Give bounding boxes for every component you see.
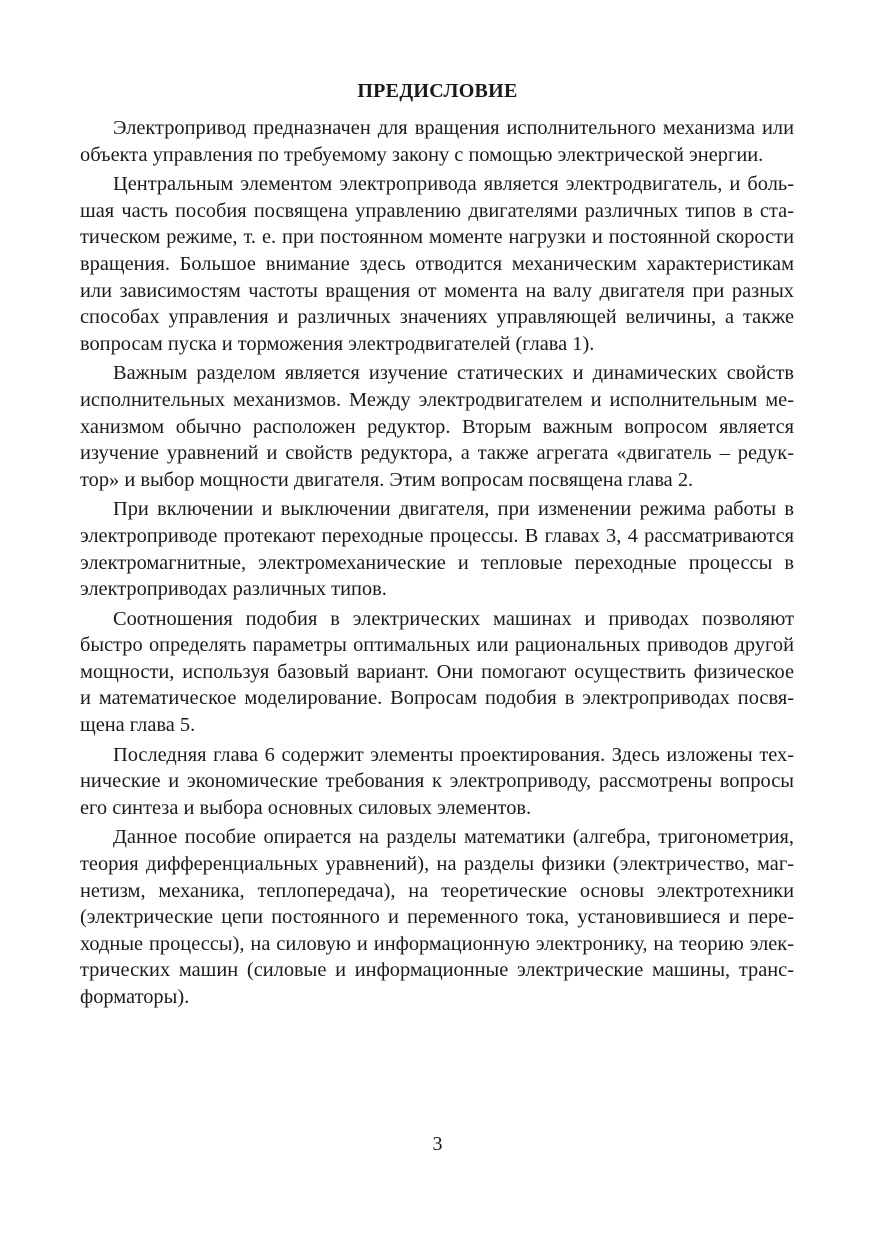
text-line: его синтеза и выбора основных силовых элементов. <box>80 796 532 819</box>
preface-body <box>80 115 794 1014</box>
text-line: (электрические цепи постоянного и переменного тока, установившиеся и пере- <box>80 906 794 929</box>
paragraph <box>80 496 794 602</box>
text-line: шая часть пособия посвящена управлению двигателями различных типов в ста- <box>80 199 794 222</box>
paragraph <box>80 360 794 493</box>
page-number: 3 <box>432 1133 443 1155</box>
text-line: мощности, используя базовый вариант. Они помогают осуществить физическое <box>80 660 794 683</box>
paragraph <box>80 115 794 168</box>
text-line: тор» и выбор мощности двигателя. Этим вопросам посвящена глава 2. <box>80 468 694 491</box>
paragraph <box>80 171 794 357</box>
text-line: электроприводе протекают переходные процессы. В главах 3, 4 рассматриваются <box>80 524 794 547</box>
text-line: Последняя глава 6 содержит элементы проектирования. Здесь изложены тех- <box>113 743 794 766</box>
text-line: способах управления и различных значениях управляющей величины, а также <box>80 306 794 329</box>
text-line: Электропривод предназначен для вращения исполнительного механизма или <box>113 117 794 139</box>
text-line: трических машин (силовые и информационные электрические машины, транс- <box>80 959 794 982</box>
text-line: Данное пособие опирается на разделы математики (алгебра, тригонометрия, <box>113 826 794 849</box>
text-line: Важным разделом является изучение статических и динамических свойств <box>113 362 794 385</box>
text-line: исполнительных механизмов. Между электродвигателем и исполнительным ме- <box>80 388 794 411</box>
text-line: щена глава 5. <box>80 714 196 737</box>
text-line: ходные процессы), на силовую и информационную электронику, на теорию элек- <box>80 932 794 955</box>
text-line: форматоры). <box>80 986 190 1008</box>
text-line: электромагнитные, электромеханические и тепловые переходные процессы в <box>80 551 794 574</box>
paragraph <box>80 606 794 739</box>
text-line: При включении и выключении двигателя, при изменении режима работы в <box>113 498 794 521</box>
text-line: тическом режиме, т. е. при постоянном моменте нагрузки и постоянной скорости <box>80 226 794 249</box>
text-line: изучение уравнений и свойств редуктора, а также агрегата «двигатель – редук- <box>80 442 794 465</box>
text-line: быстро определять параметры оптимальных или рациональных приводов другой <box>80 634 794 657</box>
text-line: теория дифференциальных уравнений), на разделы физики (электричество, маг- <box>80 853 794 876</box>
text-line: вопросам пуска и торможения электродвигателей (глава 1). <box>80 332 595 355</box>
paragraph <box>80 824 794 1010</box>
text-line: и математическое моделирование. Вопросам подобия в электроприводах посвя- <box>80 687 794 710</box>
text-line: Центральным элементом электропривода является электродвигатель, и боль- <box>113 173 794 196</box>
text-line: вращения. Большое внимание здесь отводится механическим характеристикам <box>80 252 794 275</box>
text-line: объекта управления по требуемому закону с помощью электрической энергии. <box>80 143 764 166</box>
text-line: нетизм, механика, теплопередача), на теоретические основы электротехники <box>80 879 794 902</box>
text-line: или зависимостям частоты вращения от момента на валу двигателя при разных <box>80 279 794 302</box>
text-line: Соотношения подобия в электрических машинах и приводах позволяют <box>113 607 794 630</box>
text-line: ханизмом обычно расположен редуктор. Вторым важным вопросом является <box>80 415 794 438</box>
page-title: ПРЕДИСЛОВИЕ <box>357 80 518 102</box>
text-line: электроприводах различных типов. <box>80 578 387 601</box>
text-line: нические и экономические требования к электроприводу, рассмотрены вопросы <box>80 770 794 793</box>
paragraph <box>80 742 794 822</box>
